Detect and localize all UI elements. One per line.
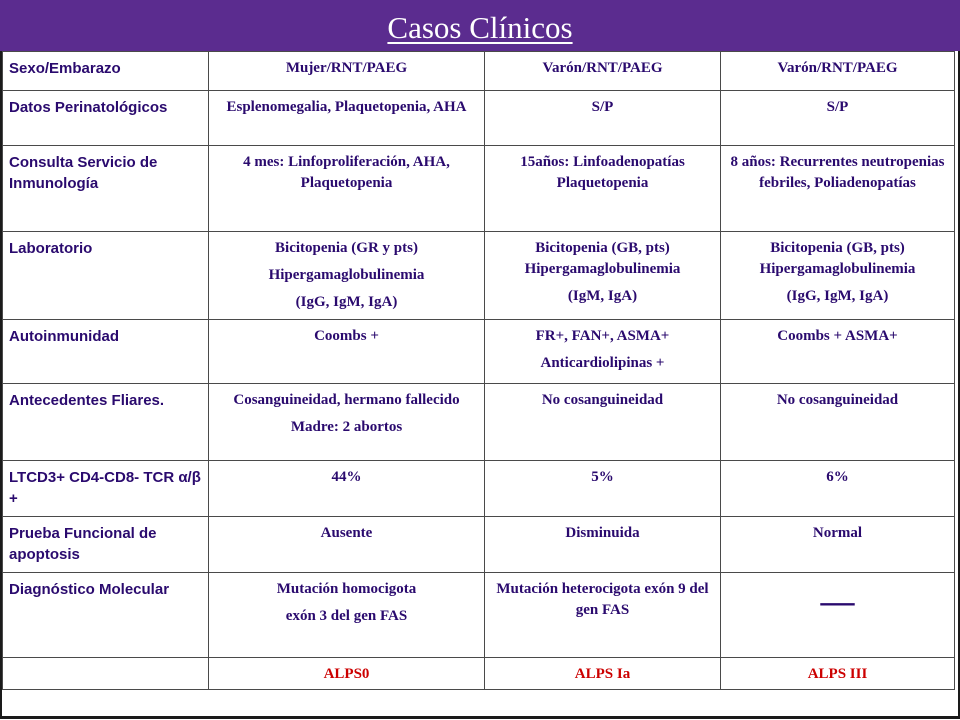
cell-text: No cosanguineidad	[776, 392, 899, 408]
cell-text: Cosanguineidad, hermano fallecido	[233, 392, 460, 408]
case2-cell	[485, 461, 721, 517]
cell-text: 44%	[331, 469, 362, 485]
cell-text: (IgM, IgA)	[567, 288, 638, 304]
case2-cell	[485, 146, 721, 232]
row-label	[3, 658, 209, 690]
cell-text: ALPS0	[323, 666, 370, 682]
case1-cell	[209, 517, 485, 573]
row-diagnostico-molecular	[3, 573, 955, 658]
case3-cell	[721, 384, 955, 461]
case3-cell	[721, 461, 955, 517]
row-ltcd3	[3, 461, 955, 517]
cell-text: Esplenomegalia, Plaquetopenia, AHA	[226, 99, 467, 115]
cell-text: Disminuida	[565, 525, 640, 541]
cell-text: 15años: Linfoadenopatías Plaquetopenia	[520, 154, 685, 191]
case2-cell	[485, 91, 721, 146]
cell-text: Bicitopenia (GB, pts) Hipergamaglobulinemia	[524, 240, 681, 277]
title-banner	[0, 0, 960, 51]
case3-cell	[721, 52, 955, 91]
case3-cell	[721, 146, 955, 232]
case2-cell	[485, 320, 721, 384]
cell-text: 4 mes: Linfoproliferación, AHA, Plaquetopenia	[243, 154, 450, 191]
case1-cell	[209, 91, 485, 146]
case2-cell	[485, 517, 721, 573]
row-label: Sexo/Embarazo	[3, 52, 209, 91]
cell-text: Hipergamaglobulinemia	[268, 267, 425, 283]
row-alps-type	[3, 658, 955, 690]
cell-text: (IgG, IgM, IgA)	[786, 288, 889, 304]
row-prueba-apoptosis	[3, 517, 955, 573]
cell-text: Coombs +	[314, 328, 379, 344]
case1-cell	[209, 146, 485, 232]
cell-text: ALPS Ia	[574, 666, 631, 682]
cell-text: Madre: 2 abortos	[290, 419, 403, 435]
case1-cell	[209, 320, 485, 384]
row-autoinmunidad	[3, 320, 955, 384]
not-applicable-dash: —	[820, 583, 855, 620]
cell-text: S/P	[826, 99, 849, 115]
cell-text: No cosanguineidad	[541, 392, 664, 408]
page-title: Casos Clínicos	[387, 9, 573, 45]
row-label: Diagnóstico Molecular	[3, 573, 209, 658]
case2-cell	[485, 232, 721, 320]
row-label: Autoinmunidad	[3, 320, 209, 384]
case2-cell	[485, 384, 721, 461]
cell-text: 5%	[591, 469, 614, 485]
row-label: LTCD3+ CD4-CD8- TCR α/β +	[3, 461, 209, 517]
cell-text: Varón/RNT/PAEG	[542, 60, 663, 76]
case1-cell	[209, 573, 485, 658]
case1-cell	[209, 384, 485, 461]
case1-cell	[209, 232, 485, 320]
row-label: Laboratorio	[3, 232, 209, 320]
case1-cell	[209, 461, 485, 517]
row-sexo-embarazo	[3, 52, 955, 91]
cell-text: Mujer/RNT/PAEG	[285, 60, 408, 76]
case3-cell	[721, 91, 955, 146]
case2-cell	[485, 573, 721, 658]
case1-cell	[209, 52, 485, 91]
row-label: Prueba Funcional de apoptosis	[3, 517, 209, 573]
cell-text: Coombs + ASMA+	[777, 328, 898, 344]
cell-text: 8 años: Recurrentes neutropenias febriles, Poliadenopatías	[730, 154, 945, 191]
case3-cell	[721, 232, 955, 320]
cell-text: ALPS III	[807, 666, 868, 682]
cell-text: 6%	[826, 469, 849, 485]
cell-text: Bicitopenia (GB, pts) Hipergamaglobulinemia	[759, 240, 916, 277]
row-laboratorio	[3, 232, 955, 320]
cell-text: Normal	[812, 525, 863, 541]
row-antecedentes-fliares	[3, 384, 955, 461]
cell-text: Ausente	[320, 525, 373, 541]
clinical-cases-table	[2, 51, 955, 690]
cell-text: S/P	[591, 99, 614, 115]
cell-text: Mutación homocigota	[276, 581, 417, 597]
row-label: Datos Perinatológicos	[3, 91, 209, 146]
row-datos-perinatologicos	[3, 91, 955, 146]
cell-text: (IgG, IgM, IgA)	[295, 294, 398, 310]
row-label: Consulta Servicio de Inmunología	[3, 146, 209, 232]
cell-text: Varón/RNT/PAEG	[777, 60, 898, 76]
case3-cell	[721, 320, 955, 384]
cell-text: Mutación heterocigota exón 9 del gen FAS	[496, 581, 709, 618]
cell-text: Bicitopenia (GR y pts)	[275, 240, 418, 256]
cell-text: FR+, FAN+, ASMA+	[535, 328, 670, 344]
cell-text: Anticardiolipinas +	[540, 355, 665, 371]
cell-text: exón 3 del gen FAS	[285, 608, 408, 624]
case3-alps	[721, 658, 955, 690]
case1-alps	[209, 658, 485, 690]
row-label: Antecedentes Fliares.	[3, 384, 209, 461]
row-consulta-inmunologia	[3, 146, 955, 232]
case2-cell	[485, 52, 721, 91]
case3-cell	[721, 517, 955, 573]
case3-cell	[721, 573, 955, 658]
case2-alps	[485, 658, 721, 690]
